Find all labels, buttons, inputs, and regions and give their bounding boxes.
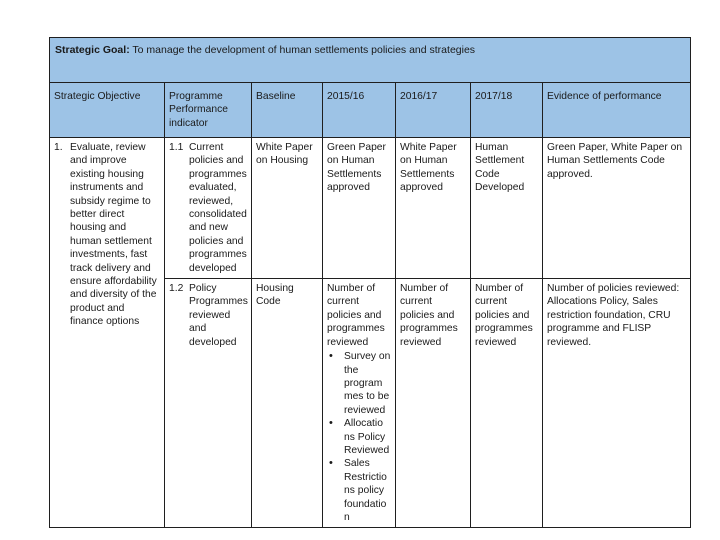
list-item: • Allocatio ns Policy Reviewed [344, 417, 391, 457]
col-header-baseline: Baseline [252, 83, 323, 138]
indicator-text: Policy Programmes reviewed and developed [189, 283, 248, 348]
goal-label: Strategic Goal: [55, 44, 130, 56]
list-item: • Survey on the program mes to be reviewed [344, 350, 391, 417]
indicator-number: 1.1 [169, 142, 184, 153]
target-2015-cell: Green Paper on Human Settlements approved [323, 138, 396, 279]
goal-text: To manage the development of human settlements policies and strategies [132, 44, 476, 56]
col-header-evidence: Evidence of performance [543, 83, 691, 138]
header-row [50, 83, 691, 138]
strategic-plan-table [49, 37, 691, 528]
col-header-objective: Strategic Objective [50, 83, 165, 138]
indicator-number: 1.2 [169, 283, 184, 295]
target-2015-text: Number of current policies and programmes reviewed [327, 283, 385, 348]
evidence-cell: Number of policies reviewed: Allocations Policy, Sales restriction foundation, CRU programme and FLISP reviewed. [543, 279, 691, 528]
goal-row [50, 38, 691, 83]
baseline-cell: White Paper on Housing [252, 138, 323, 279]
target-2017-cell: Number of current policies and programmes reviewed [471, 279, 543, 528]
evidence-cell: Green Paper, White Paper on Human Settlements Code approved. [543, 138, 691, 279]
col-header-2017: 2017/18 [471, 83, 543, 138]
target-2015-bullets [327, 350, 391, 524]
objective-number: 1. [54, 142, 63, 153]
strategic-goal [50, 38, 691, 83]
target-2017-cell: Human Settlement Code Developed [471, 138, 543, 279]
objective-text: Evaluate, review and improve existing housing instruments and subsidy regime to better direct housing and human settlement investments, fast track delivery and ensure affordability and diversity of the product and finance options [70, 142, 157, 328]
indicator-cell [165, 279, 252, 528]
target-2015-cell [323, 279, 396, 528]
col-header-2016: 2016/17 [396, 83, 471, 138]
strategic-plan-page [49, 37, 690, 523]
table-row [50, 138, 691, 279]
objective-cell [50, 138, 165, 528]
target-2016-cell: White Paper on Human Settlements approved [396, 138, 471, 279]
indicator-text: Current policies and programmes evaluated, reviewed, consolidated and new policies and programmes developed [189, 142, 247, 274]
indicator-cell [165, 138, 252, 279]
list-item: • Sales Restrictio ns policy foundatio n [344, 457, 391, 524]
target-2016-cell: Number of current policies and programmes reviewed [396, 279, 471, 528]
baseline-cell: Housing Code [252, 279, 323, 528]
col-header-indicator: Programme Performance indicator [165, 83, 252, 138]
col-header-2015: 2015/16 [323, 83, 396, 138]
